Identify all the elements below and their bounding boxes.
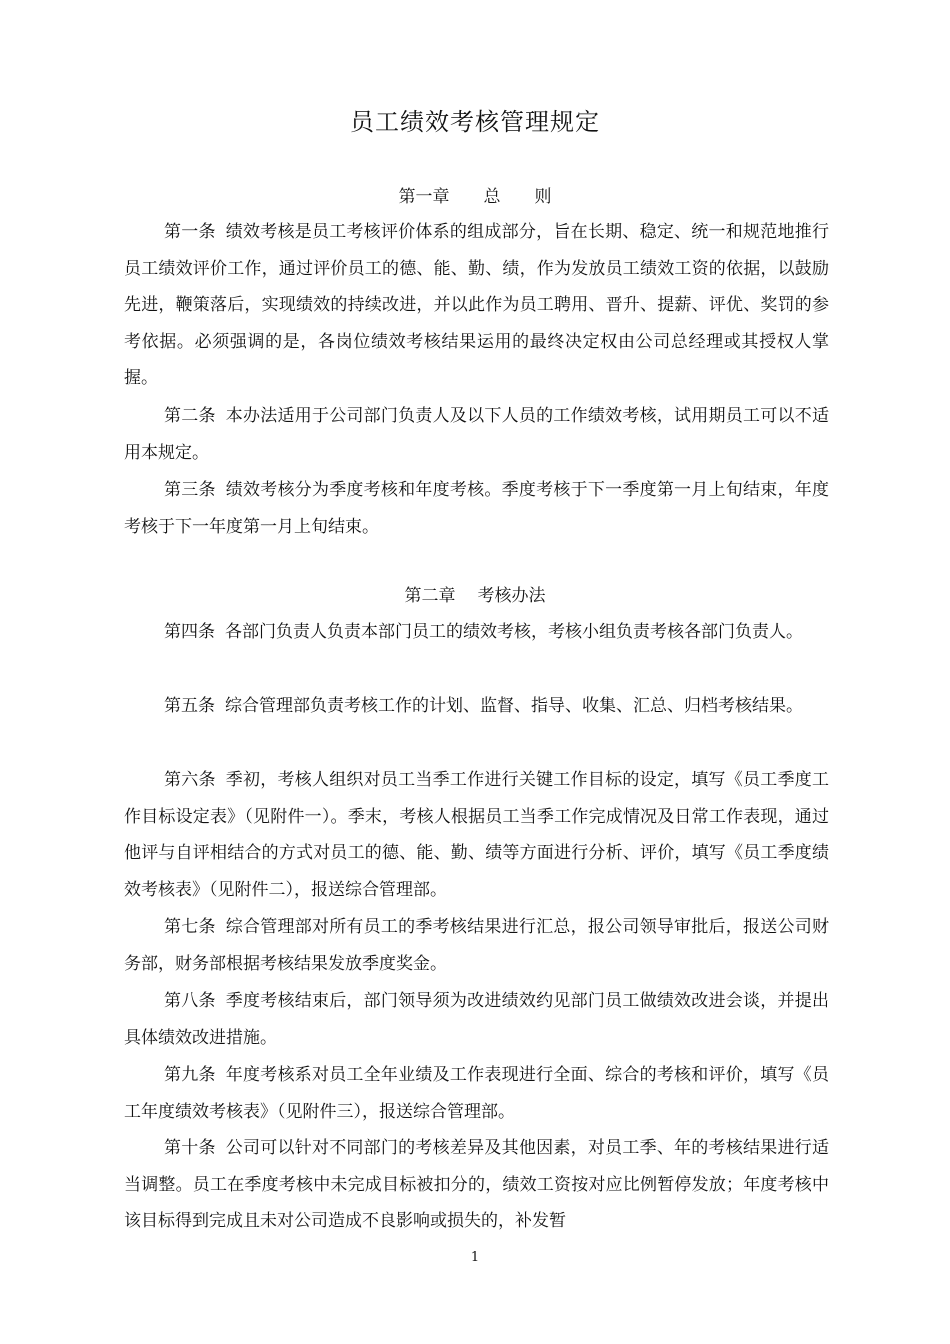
article-number: 第五条 xyxy=(164,696,215,716)
article-number: 第一条 xyxy=(164,222,216,242)
article-2 xyxy=(124,398,829,471)
article-text: 季初，考核人组织对员工当季工作进行关键工作目标的设定，填写《员工季度工作目标设定表》（见附件一）。季末，考核人根据员工当季工作完成情况及日常工作表现，通过他评与自评相结合的方式对员工的德、能、勤、绩等方面进行分析、评价，填写《员工季度绩效考核表》（见附件二），报送综合管理部。 xyxy=(124,770,830,900)
chapter-2-label: 第二章 xyxy=(404,586,456,606)
article-6 xyxy=(124,762,829,908)
article-text: 综合管理部负责考核工作的计划、监督、指导、收集、汇总、归档考核结果。 xyxy=(225,696,803,716)
article-text: 本办法适用于公司部门负责人及以下人员的工作绩效考核，试用期员工可以不适用本规定。 xyxy=(124,406,830,463)
article-text: 综合管理部对所有员工的季考核结果进行汇总，报公司领导审批后，报送公司财务部，财务部根据考核结果发放季度奖金。 xyxy=(124,917,830,974)
article-number: 第九条 xyxy=(164,1065,216,1085)
article-text: 绩效考核是员工考核评价体系的组成部分，旨在长期、稳定、统一和规范地推行员工绩效评价工作，通过评价员工的德、能、勤、绩，作为发放员工绩效工资的依据，以鼓励先进，鞭策落后，实现绩效的持续改进，并以此作为员工聘用、晋升、提薪、评优、奖罚的参考依据。必须强调的是，各岗位绩效考核结果运用的最终决定权由公司总经理或其授权人掌握。 xyxy=(124,222,830,388)
article-number: 第八条 xyxy=(164,991,216,1011)
article-text: 年度考核系对员工全年业绩及工作表现进行全面、综合的考核和评价，填写《员工年度绩效考核表》（见附件三），报送综合管理部。 xyxy=(124,1065,830,1122)
article-number: 第四条 xyxy=(164,622,215,642)
article-number: 第七条 xyxy=(164,917,216,937)
chapter-2-name: 考核办法 xyxy=(477,586,546,606)
document-title: 员工绩效考核管理规定 xyxy=(350,108,600,136)
chapter-1-label: 第一章 xyxy=(398,187,450,207)
article-number: 第十条 xyxy=(164,1138,216,1158)
article-text: 绩效考核分为季度考核和年度考核。季度考核于下一季度第一月上旬结束，年度考核于下一年度第一月上旬结束。 xyxy=(124,480,830,537)
article-5 xyxy=(124,688,829,725)
page-number: 1 xyxy=(470,1250,480,1265)
chapter-1-name-part1: 总 xyxy=(483,187,501,207)
article-1 xyxy=(124,214,829,397)
article-number: 第二条 xyxy=(164,406,216,426)
article-text: 季度考核结束后，部门领导须为改进绩效约见部门员工做绩效改进会谈，并提出具体绩效改进措施。 xyxy=(124,991,830,1048)
article-text: 各部门负责人负责本部门员工的绩效考核，考核小组负责考核各部门负责人。 xyxy=(225,622,803,642)
article-number: 第三条 xyxy=(164,480,216,500)
article-9 xyxy=(124,1057,829,1130)
article-4 xyxy=(124,614,829,651)
chapter-1-name-part2: 则 xyxy=(534,187,552,207)
article-number: 第六条 xyxy=(164,770,216,790)
article-10 xyxy=(124,1130,829,1240)
article-text: 公司可以针对不同部门的考核差异及其他因素，对员工季、年的考核结果进行适当调整。员工在季度考核中未完成目标被扣分的，绩效工资按对应比例暂停发放；年度考核中该目标得到完成且未对公司造成不良影响或损失的，补发暂 xyxy=(124,1138,830,1231)
article-8 xyxy=(124,983,829,1056)
chapter-heading-1 xyxy=(0,184,950,210)
article-3 xyxy=(124,472,829,545)
article-7 xyxy=(124,909,829,982)
chapter-heading-2 xyxy=(0,583,950,609)
